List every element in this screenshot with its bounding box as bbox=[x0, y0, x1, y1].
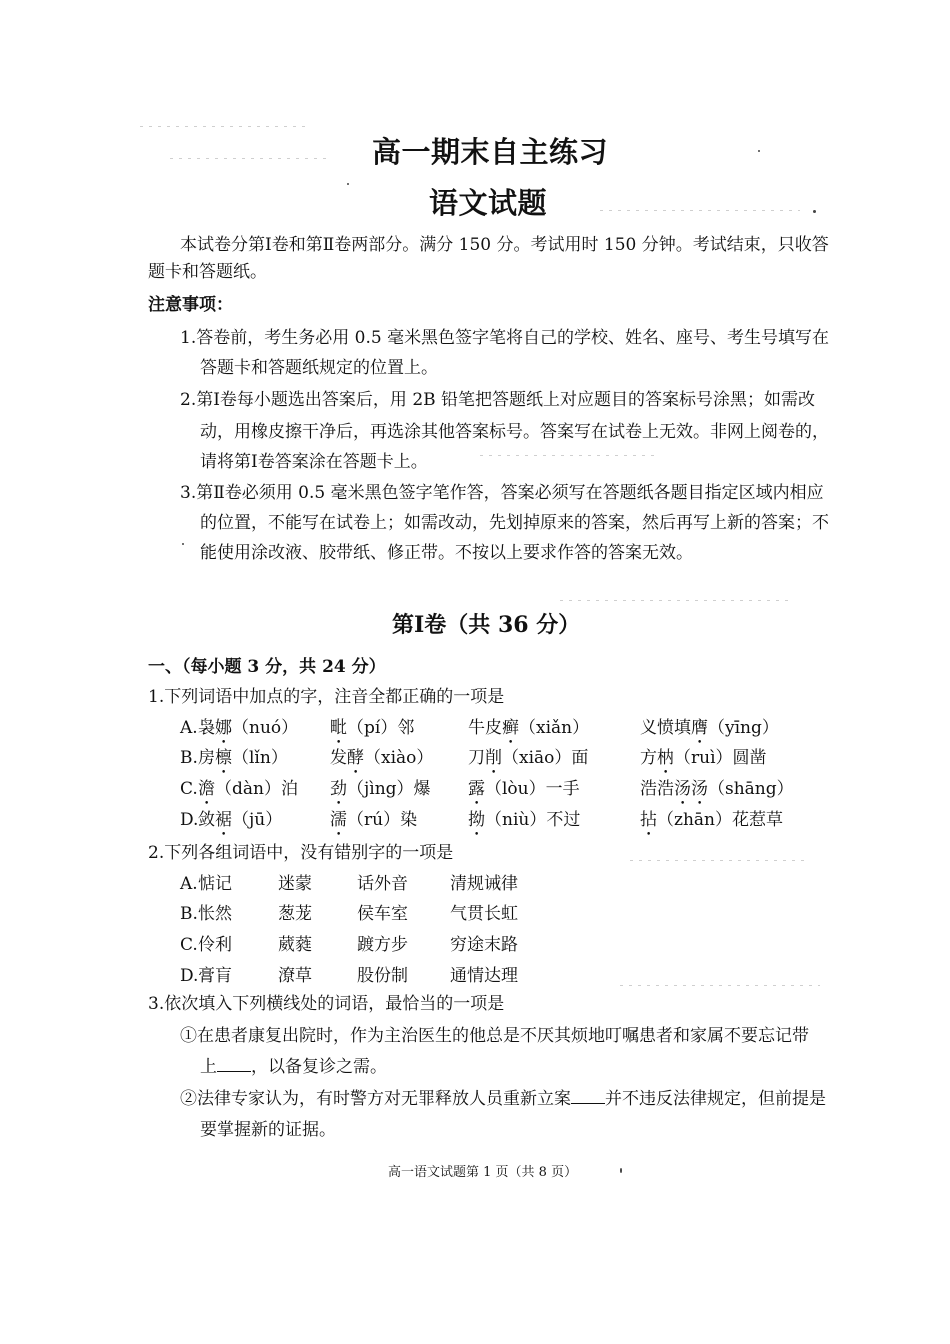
notice-item-line: 请将第Ⅰ卷答案涂在答题卡上。 bbox=[200, 452, 428, 472]
option-word: 膏肓 bbox=[198, 966, 232, 986]
option-label: A. bbox=[180, 718, 198, 738]
option-term: 义愤填膺（yīng） bbox=[640, 718, 779, 738]
scan-speck bbox=[347, 183, 349, 185]
exam-subtitle: 语文试题 bbox=[429, 186, 548, 220]
scan-noise-line bbox=[630, 860, 810, 861]
scan-noise-line bbox=[480, 455, 660, 456]
page-footer: 高一语文试题第 1 页（共 8 页） bbox=[388, 1165, 578, 1180]
q2-option-c bbox=[180, 934, 880, 956]
option-term: 敛裾（jū） bbox=[198, 810, 283, 830]
option-term: 刀削（xiāo）面 bbox=[468, 748, 589, 768]
option-label: D. bbox=[180, 810, 199, 830]
sentence-text: 上 bbox=[200, 1057, 217, 1077]
option-word: 侯车室 bbox=[357, 904, 408, 924]
option-word: 伶利 bbox=[198, 935, 232, 955]
option-term: 房檩（lǐn） bbox=[198, 748, 288, 768]
exam-title: 高一期末自主练习 bbox=[372, 135, 609, 169]
option-word: 踱方步 bbox=[357, 935, 408, 955]
intro-line: 题卡和答题纸。 bbox=[148, 262, 267, 282]
sentence-text: ，以备复诊之需。 bbox=[251, 1057, 387, 1077]
q2-option-b bbox=[180, 903, 880, 925]
scan-noise-line bbox=[140, 126, 310, 127]
option-term: 拗（niù）不过 bbox=[468, 810, 581, 830]
option-term: 澹（dàn）泊 bbox=[198, 779, 298, 799]
option-term: 方枘（ruì）圆凿 bbox=[640, 748, 767, 768]
option-label: B. bbox=[180, 748, 198, 768]
option-word: 葳蕤 bbox=[278, 935, 312, 955]
sentence-text: 并不违反法律规定，但前提是 bbox=[605, 1089, 826, 1109]
scan-speck bbox=[758, 150, 760, 152]
sentence-text: ②法律专家认为，有时警方对无罪释放人员重新立案 bbox=[180, 1089, 571, 1109]
scan-noise-line bbox=[560, 600, 790, 601]
option-word: 股份制 bbox=[357, 966, 408, 986]
fill-blank bbox=[217, 1055, 251, 1072]
notice-item-line: 3.第Ⅱ卷必须用 0.5 毫米黑色签字笔作答，答案必须写在答题纸各题目指定区域内相应 bbox=[180, 483, 824, 503]
option-word: 迷蒙 bbox=[278, 874, 312, 894]
option-word: 惦记 bbox=[198, 874, 232, 894]
q1-option-d bbox=[180, 809, 880, 831]
option-term: 拈（zhān）花惹草 bbox=[640, 810, 783, 830]
q1-option-a bbox=[180, 717, 880, 739]
option-label: A. bbox=[180, 874, 198, 894]
option-word: 怅然 bbox=[198, 904, 232, 924]
notice-item-line: 动，用橡皮擦干净后，再选涂其他答案标号。答案写在试卷上无效。非网上阅卷的， bbox=[200, 422, 829, 442]
scan-speck bbox=[620, 1168, 622, 1173]
option-word: 气贯长虹 bbox=[450, 904, 518, 924]
scan-speck bbox=[182, 543, 184, 545]
intro-line: 本试卷分第Ⅰ卷和第Ⅱ卷两部分。满分 150 分。考试用时 150 分钟。考试结束，只收答 bbox=[180, 235, 829, 255]
option-word: 葱茏 bbox=[278, 904, 312, 924]
q2-option-d bbox=[180, 965, 880, 987]
question-stem: 1.下列词语中加点的字，注音全都正确的一项是 bbox=[148, 687, 505, 707]
notice-item-line: 能使用涂改液、胶带纸、修正带。不按以上要求作答的答案无效。 bbox=[200, 543, 693, 563]
option-word: 话外音 bbox=[357, 874, 408, 894]
option-term: 濡（rú）染 bbox=[330, 810, 418, 830]
question-stem: 2.下列各组词语中，没有错别字的一项是 bbox=[148, 843, 454, 863]
option-term: 袅娜（nuó） bbox=[198, 718, 299, 738]
notice-heading: 注意事项： bbox=[148, 295, 233, 315]
part-heading: 一、（每小题 3 分，共 24 分） bbox=[148, 657, 386, 677]
q3-sentence-2-line bbox=[180, 1087, 826, 1110]
q3-sentence-1-line: ①在患者康复出院时，作为主治医生的他总是不厌其烦地叮嘱患者和家属不要忘记带 bbox=[180, 1026, 809, 1046]
scan-noise-line bbox=[600, 210, 800, 211]
option-word: 通情达理 bbox=[450, 966, 518, 986]
option-term: 牛皮癣（xiǎn） bbox=[468, 718, 590, 738]
option-label: D. bbox=[180, 966, 199, 986]
option-label: C. bbox=[180, 935, 198, 955]
volume-title: 第Ⅰ卷（共 36 分） bbox=[392, 612, 581, 638]
fill-blank bbox=[571, 1087, 605, 1104]
q1-option-c bbox=[180, 778, 880, 800]
option-word: 潦草 bbox=[278, 966, 312, 986]
notice-item-line: 2.第Ⅰ卷每小题选出答案后，用 2B 铅笔把答题纸上对应题目的答案标号涂黑；如需改 bbox=[180, 390, 816, 410]
q3-sentence-2-line: 要掌握新的证据。 bbox=[200, 1120, 336, 1140]
q3-sentence-1-line bbox=[200, 1055, 387, 1078]
question-stem: 3.依次填入下列横线处的词语，最恰当的一项是 bbox=[148, 994, 505, 1014]
scan-noise-line bbox=[170, 158, 330, 159]
option-word: 穷途末路 bbox=[450, 935, 518, 955]
option-term: 毗（pí）邻 bbox=[330, 718, 415, 738]
notice-item-line: 答题卡和答题纸规定的位置上。 bbox=[200, 358, 438, 378]
notice-item-line: 1.答卷前，考生务必用 0.5 毫米黑色签字笔将自己的学校、姓名、座号、考生号填写在 bbox=[180, 328, 830, 348]
q2-option-a bbox=[180, 873, 880, 895]
option-term: 浩浩汤汤（shāng） bbox=[640, 779, 794, 799]
option-term: 露（lòu）一手 bbox=[468, 779, 580, 799]
option-term: 劲（jìng）爆 bbox=[330, 779, 431, 799]
option-label: B. bbox=[180, 904, 198, 924]
option-term: 发酵（xiào） bbox=[330, 748, 434, 768]
option-label: C. bbox=[180, 779, 198, 799]
option-word: 清规诫律 bbox=[450, 874, 518, 894]
scan-speck bbox=[813, 210, 816, 213]
q1-option-b bbox=[180, 747, 880, 769]
notice-item-line: 的位置，不能写在试卷上；如需改动，先划掉原来的答案，然后再写上新的答案；不 bbox=[200, 513, 829, 533]
